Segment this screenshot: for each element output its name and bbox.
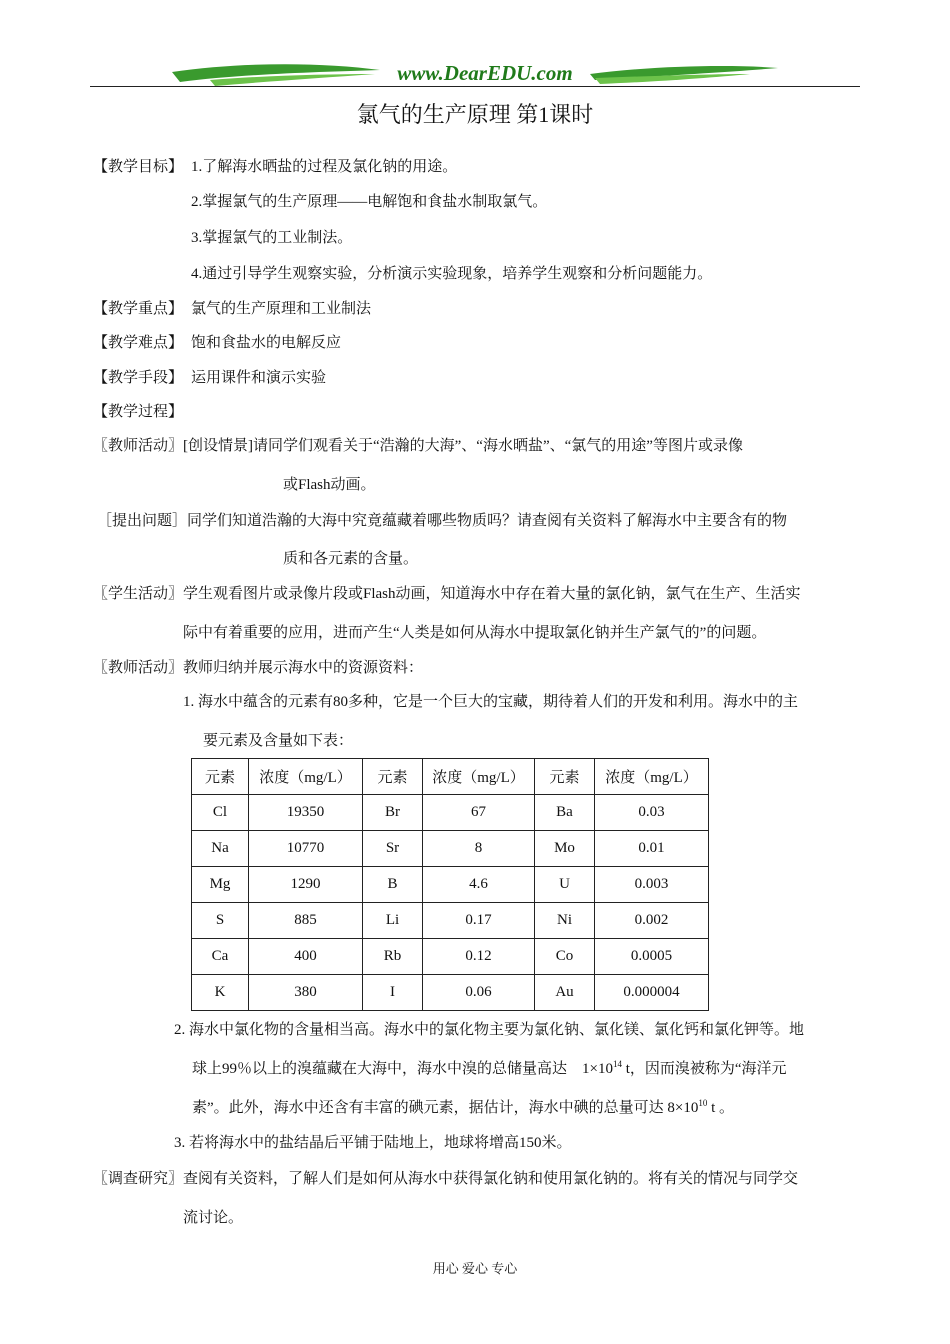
table-cell: 0.12 — [423, 939, 535, 975]
table-cell: 0.003 — [595, 867, 709, 903]
objective-item: 4.通过引导学生观察实验，分析演示实验现象，培养学生观察和分析问题能力。 — [191, 266, 713, 282]
table-header-cell: 浓度（mg/L） — [249, 759, 363, 795]
point-2-line-2 — [192, 1057, 787, 1078]
point-1-cont: 要元素及含量如下表： — [203, 733, 354, 749]
table-cell: I — [363, 975, 423, 1011]
point-2-text: t，因而溴被称为“海洋元 — [621, 1061, 787, 1077]
table-cell: 19350 — [249, 795, 363, 831]
table-cell: S — [192, 903, 249, 939]
research-paragraph-cont: 流讨论。 — [183, 1210, 244, 1226]
question-paragraph-cont: 质和各元素的含量。 — [283, 551, 419, 567]
table-row — [192, 831, 709, 867]
table-header-row — [192, 759, 709, 795]
page-title: 氯气的生产原理 第1课时 — [356, 102, 594, 127]
research-paragraph: 〖调查研究〗查阅有关资料，了解人们是如何从海水中获得氯化钠和使用氯化钠的。将有关的情况与同学交 — [93, 1171, 799, 1187]
exponent: 10 — [698, 1098, 708, 1108]
key-point-label: 【教学重点】 — [93, 301, 184, 317]
table-row — [192, 903, 709, 939]
table-cell: Br — [363, 795, 423, 831]
table-cell: Mo — [535, 831, 595, 867]
table-cell: Au — [535, 975, 595, 1011]
table-cell: Ni — [535, 903, 595, 939]
table-cell: Ca — [192, 939, 249, 975]
table-cell: 0.17 — [423, 903, 535, 939]
point-2-text: 球上99％以上的溴蕴藏在大海中，海水中溴的总储量高达 1×10 — [192, 1061, 613, 1077]
means-label: 【教学手段】 — [93, 370, 184, 386]
table-cell: Li — [363, 903, 423, 939]
table-header-cell: 元素 — [192, 759, 249, 795]
table-header-cell: 浓度（mg/L） — [423, 759, 535, 795]
objectives-label: 【教学目标】 — [93, 159, 184, 175]
table-cell: 10770 — [249, 831, 363, 867]
point-2-text: t 。 — [707, 1100, 735, 1116]
table-cell: U — [535, 867, 595, 903]
objective-item: 1.了解海水晒盐的过程及氯化钠的用途。 — [191, 159, 458, 175]
table-header-cell: 浓度（mg/L） — [595, 759, 709, 795]
table-cell: 380 — [249, 975, 363, 1011]
point-2: 2. 海水中氯化物的含量相当高。海水中的氯化物主要为氯化钠、氯化镁、氯化钙和氯化钾等。地 — [174, 1022, 805, 1038]
difficulty-label: 【教学难点】 — [93, 335, 184, 351]
means-text: 运用课件和演示实验 — [191, 370, 327, 386]
table-cell: 0.000004 — [595, 975, 709, 1011]
site-logo: www.DearEDU.com — [397, 61, 573, 85]
table-cell: 67 — [423, 795, 535, 831]
table-cell: 0.002 — [595, 903, 709, 939]
table-header-cell: 元素 — [363, 759, 423, 795]
table-cell: 4.6 — [423, 867, 535, 903]
point-1: 1. 海水中蕴含的元素有80多种，它是一个巨大的宝藏，期待着人们的开发和利用。海水中的主 — [183, 694, 799, 710]
table-cell: 400 — [249, 939, 363, 975]
table-cell: Sr — [363, 831, 423, 867]
table-cell: 1290 — [249, 867, 363, 903]
element-concentration-table — [191, 758, 709, 1011]
table-cell: Rb — [363, 939, 423, 975]
point-2-line-3 — [192, 1096, 734, 1117]
table-row — [192, 867, 709, 903]
student-activity: 〖学生活动〗学生观看图片或录像片段或Flash动画，知道海水中存在着大量的氯化钠，氯气在生产、生活实 — [93, 586, 801, 602]
header-rule — [90, 86, 860, 87]
difficulty-text: 饱和食盐水的电解反应 — [191, 335, 342, 351]
objective-item: 2.掌握氯气的生产原理——电解饱和食盐水制取氯气。 — [191, 194, 548, 210]
teacher-activity-2: 〖教师活动〗教师归纳并展示海水中的资源资料： — [93, 660, 424, 676]
table-cell: 0.06 — [423, 975, 535, 1011]
table-cell: K — [192, 975, 249, 1011]
table-cell: Ba — [535, 795, 595, 831]
footer-motto: 用心 爱心 专心 — [432, 1261, 518, 1276]
table-cell: Na — [192, 831, 249, 867]
point-2-text: 素”。此外，海水中还含有丰富的碘元素，据估计，海水中碘的总量可达 8×10 — [192, 1100, 699, 1116]
point-3: 3. 若将海水中的盐结晶后平铺于陆地上，地球将增高150米。 — [174, 1135, 572, 1151]
table-cell: 8 — [423, 831, 535, 867]
exponent: 14 — [612, 1059, 622, 1069]
student-activity-cont: 际中有着重要的应用，进而产生“人类是如何从海水中提取氯化钠并生产氯气的”的问题。 — [183, 625, 767, 641]
table-cell: 0.0005 — [595, 939, 709, 975]
table-cell: 0.03 — [595, 795, 709, 831]
table-header-cell: 元素 — [535, 759, 595, 795]
table-cell: Mg — [192, 867, 249, 903]
key-point-text: 氯气的生产原理和工业制法 — [191, 301, 372, 317]
table-cell: B — [363, 867, 423, 903]
teacher-activity-1-cont: 或Flash动画。 — [283, 477, 376, 493]
table-row — [192, 795, 709, 831]
table-cell: 0.01 — [595, 831, 709, 867]
objective-item: 3.掌握氯气的工业制法。 — [191, 230, 353, 246]
question-paragraph: ［提出问题］同学们知道浩瀚的大海中究竟蕴藏着哪些物质吗？请查阅有关资料了解海水中主要含有的物 — [97, 513, 788, 529]
process-label: 【教学过程】 — [93, 404, 184, 420]
table-cell: Co — [535, 939, 595, 975]
table-row — [192, 939, 709, 975]
table-row — [192, 975, 709, 1011]
table-cell: 885 — [249, 903, 363, 939]
table-cell: Cl — [192, 795, 249, 831]
teacher-activity-1: 〖教师活动〗[创设情景]请同学们观看关于“浩瀚的大海”、“海水晒盐”、“氯气的用途”等图片或录像 — [93, 438, 743, 454]
